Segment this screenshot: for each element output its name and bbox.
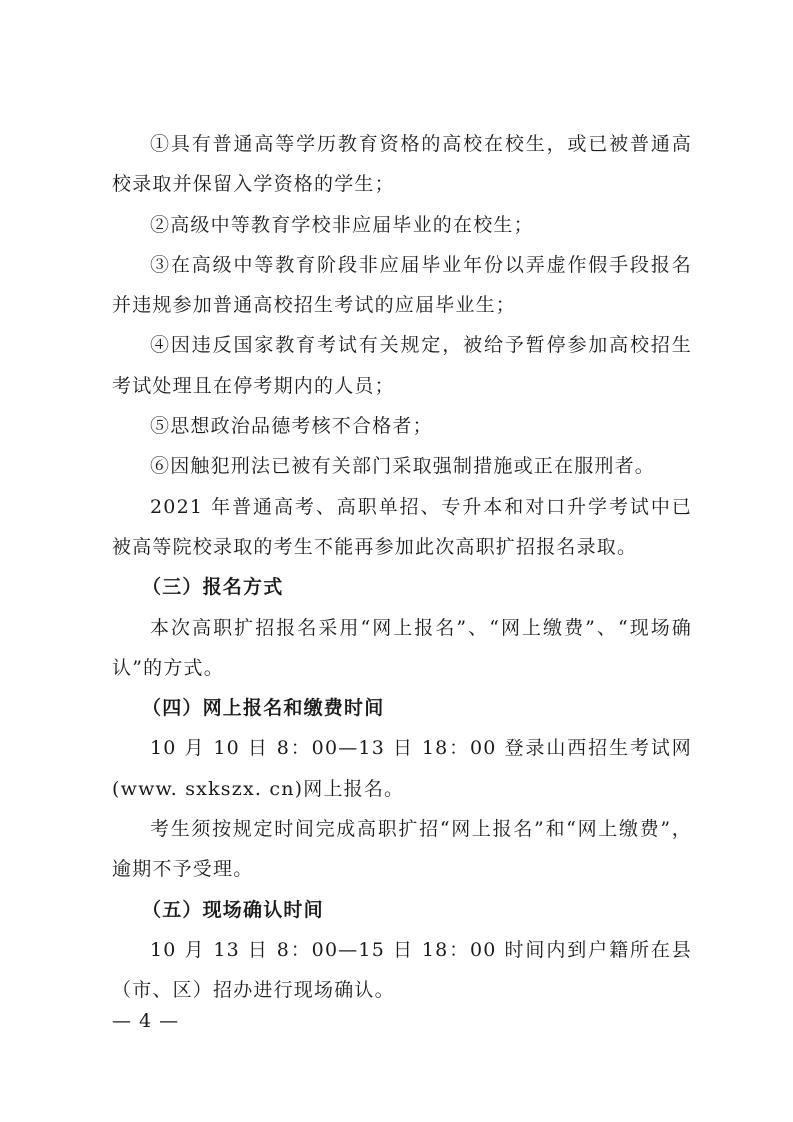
- item-2: ②高级中等教育学校非应届毕业的在校生；: [150, 213, 534, 236]
- item-3: ③在高级中等教育阶段非应届毕业年份以弄虚作假手段报名并违规参加普通高校招生考试的应届毕业生；: [112, 253, 692, 317]
- item-1: ①具有普通高等学历教育资格的高校在校生，或已被普通高校录取并保留入学资格的学生；: [112, 133, 692, 196]
- onsite-confirmation-time: 10 月 13 日 8：00—15 日 18：00 时间内到户籍所在县（市、区）招办进行现场确认。: [112, 938, 692, 1002]
- body-text: [112, 124, 692, 1011]
- admitted-note: 2021 年普通高考、高职单招、专升本和对口升学考试中已被高等院校录取的考生不能再参加此次高职扩招报名录取。: [112, 495, 692, 558]
- online-registration-time: 10 月 10 日 8：00—13 日 18：00 登录山西招生考试网(www. sxkszx. cn)网上报名。: [112, 737, 692, 800]
- item-5: ⑤思想政治品德考核不合格者；: [150, 415, 433, 438]
- item-4: ④因违反国家教育考试有关规定，被给予暂停参加高校招生考试处理且在停考期内的人员；: [112, 334, 692, 397]
- section-heading-4: （四）网上报名和缴费时间: [142, 697, 385, 720]
- registration-method: 本次高职扩招报名采用“网上报名”、“网上缴费”、“现场确认”的方式。: [112, 616, 692, 679]
- deadline-note: 考生须按规定时间完成高职扩招“网上报名”和“网上缴费”，逾期不予受理。: [112, 818, 692, 881]
- item-6: ⑥因触犯刑法已被有关部门采取强制措施或正在服刑者。: [150, 455, 656, 478]
- page-number: — 4 —: [112, 1010, 180, 1032]
- section-heading-5: （五）现场确认时间: [142, 898, 324, 921]
- section-heading-3: （三）报名方式: [142, 576, 284, 599]
